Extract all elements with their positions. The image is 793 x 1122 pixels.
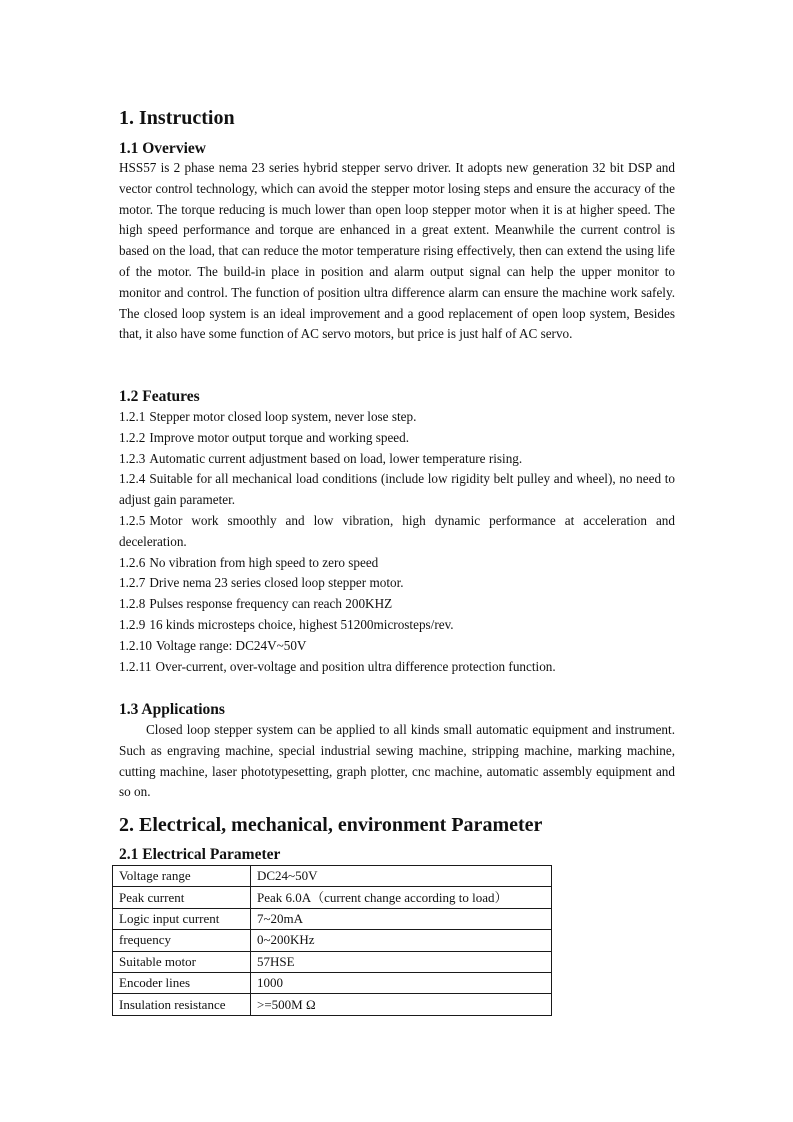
table-row (113, 866, 552, 887)
features-heading: 1.2 Features (119, 388, 200, 405)
feature-item (119, 407, 675, 428)
feature-text: Stepper motor closed loop system, never lose step. (149, 409, 417, 424)
overview-heading: 1.1 Overview (119, 140, 206, 157)
feature-text: Suitable for all mechanical load conditions (include low rigidity belt pulley and wheel), no need to adjust gain parameter. (119, 471, 675, 508)
feature-text: Improve motor output torque and working speed. (149, 429, 410, 445)
feature-item (119, 449, 675, 470)
feature-number: 1.2.3 (119, 450, 146, 466)
parameter-value: 0~200KHz (251, 930, 552, 951)
table-row (113, 908, 552, 929)
feature-text: Pulses response frequency can reach 200KHZ (149, 596, 393, 612)
feature-number: 1.2.4 (119, 471, 146, 487)
feature-text: Automatic current adjustment based on load, lower temperature rising. (149, 450, 523, 466)
feature-item (119, 553, 675, 574)
section-1-title: 1. Instruction (119, 107, 235, 129)
parameter-name: Suitable motor (113, 951, 251, 972)
parameter-value: >=500M Ω (251, 994, 552, 1015)
feature-number: 1.2.1 (119, 409, 146, 424)
feature-item (119, 594, 675, 615)
feature-number: 1.2.5 (119, 512, 146, 528)
feature-item (119, 615, 675, 636)
feature-item (119, 657, 675, 678)
applications-paragraph: Closed loop stepper system can be applied to all kinds small automatic equipment and instrument. Such as engraving machine, special industrial sewing machine, stripping machine, marking machine, cutting machine, laser phototypesetting, graph plotter, cnc machine, automatic assembly equipment and so on. (119, 722, 675, 800)
feature-number: 1.2.8 (119, 596, 146, 612)
feature-item (119, 428, 675, 449)
overview-paragraph: HSS57 is 2 phase nema 23 series hybrid stepper servo driver. It adopts new generation 32 bit DSP and vector control technology, which can avoid the stepper motor losing steps and ensure the accuracy of the motor. The torque reducing is much lower than open loop stepper motor when it is at higher speed. The high speed performance and torque are enhanced in a great extent. Meanwhile the current control is based on the load, that can reduce the motor temperature rising effectively, then can extend the using life of the motor. The build-in place in position and alarm output signal can help the upper monitor to monitor and control. The function of position ultra difference alarm can ensure the machine work safely. The closed loop system is an ideal improvement and a good replacement of open loop system, Besides that, it also have some function of AC servo motors, but price is just half of AC servo. (119, 160, 675, 342)
feature-item (119, 636, 675, 657)
table-row (113, 994, 552, 1015)
feature-item (119, 469, 675, 511)
table-row (113, 972, 552, 993)
applications-heading: 1.3 Applications (119, 701, 225, 718)
parameter-value: 1000 (251, 972, 552, 993)
feature-text: Drive nema 23 series closed loop stepper motor. (149, 575, 404, 591)
parameter-value: 57HSE (251, 951, 552, 972)
feature-number: 1.2.11 (119, 658, 152, 674)
parameter-name: frequency (113, 930, 251, 951)
feature-text: Motor work smoothly and low vibration, high dynamic performance at acceleration and deceleration. (119, 512, 675, 549)
feature-text: No vibration from high speed to zero speed (149, 554, 379, 570)
feature-item (119, 511, 675, 553)
section-2-title: 2. Electrical, mechanical, environment Parameter (119, 814, 543, 836)
electrical-parameter-table (112, 865, 552, 1016)
feature-number: 1.2.10 (119, 637, 152, 653)
feature-number: 1.2.7 (119, 575, 146, 591)
parameter-name: Peak current (113, 887, 251, 908)
features-list (119, 407, 675, 677)
feature-number: 1.2.6 (119, 554, 146, 570)
parameter-value: 7~20mA (251, 908, 552, 929)
parameter-name: Voltage range (113, 866, 251, 887)
electrical-parameter-heading: 2.1 Electrical Parameter (119, 846, 281, 863)
parameter-value: Peak 6.0A（current change according to load） (251, 887, 552, 908)
table-row (113, 887, 552, 908)
parameter-name: Logic input current (113, 908, 251, 929)
table-row (113, 951, 552, 972)
feature-text: 16 kinds microsteps choice, highest 51200microsteps/rev. (149, 616, 454, 632)
feature-number: 1.2.9 (119, 616, 146, 632)
parameter-name: Insulation resistance (113, 994, 251, 1015)
table-row (113, 930, 552, 951)
feature-text: Voltage range: DC24V~50V (155, 637, 307, 653)
feature-number: 1.2.2 (119, 429, 146, 445)
parameter-name: Encoder lines (113, 972, 251, 993)
parameter-value: DC24~50V (251, 866, 552, 887)
feature-text: Over-current, over-voltage and position ultra difference protection function. (155, 658, 556, 674)
feature-item (119, 573, 675, 594)
